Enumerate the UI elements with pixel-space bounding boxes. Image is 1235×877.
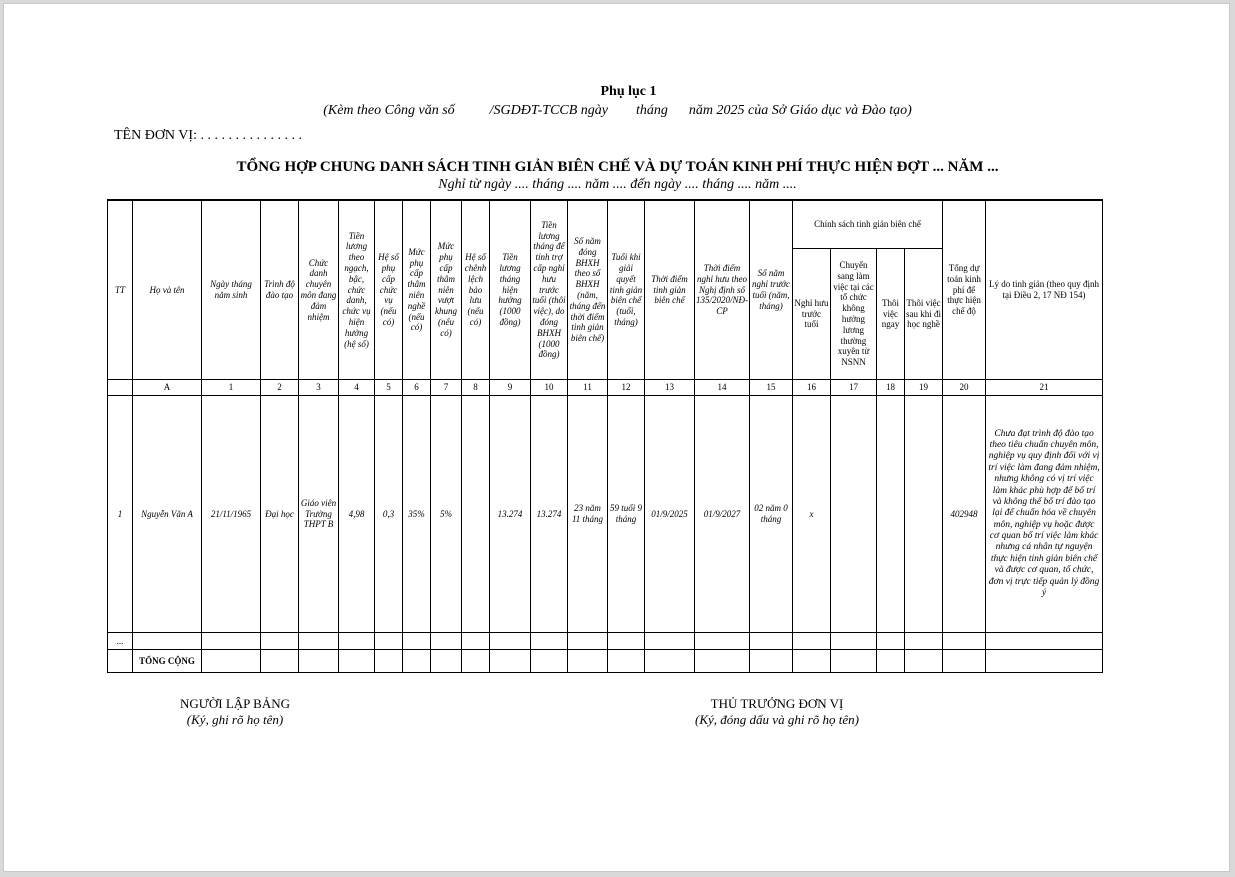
empty-cell <box>750 650 793 673</box>
empty-cell <box>831 633 877 650</box>
preparer-note: (Ký, ghi rõ họ tên) <box>186 712 284 727</box>
index-cell: 16 <box>793 380 831 396</box>
col-current-salary: Tiền lương tháng hiện hưởng (1000 đồng) <box>490 200 531 380</box>
ellipsis-row <box>108 633 1103 650</box>
index-cell: 21 <box>986 380 1103 396</box>
cell-date-cut: 01/9/2025 <box>645 396 695 633</box>
index-cell: 9 <box>490 380 531 396</box>
cell-policy-quit-training <box>905 396 943 633</box>
empty-cell <box>877 633 905 650</box>
col-policy-quit-training: Thôi việc sau khi đi học nghề <box>905 249 943 380</box>
index-cell: 11 <box>568 380 608 396</box>
empty-cell <box>695 633 750 650</box>
appendix-note: (Kèm theo Công văn số /SGDĐT-TCCB ngày tháng năm 2025 của Sở Giáo dục và Đào tạo) <box>323 103 912 118</box>
index-cell: 19 <box>905 380 943 396</box>
index-cell: 5 <box>375 380 403 396</box>
col-date-cut: Thời điểm tinh giản biên chế <box>645 200 695 380</box>
unit-name: TÊN ĐƠN VỊ: . . . . . . . . . . . . . . . <box>114 128 302 143</box>
empty-cell <box>299 633 339 650</box>
empty-cell <box>202 650 261 673</box>
cell-edu: Đại học <box>261 396 299 633</box>
index-cell: 8 <box>462 380 490 396</box>
total-row <box>108 650 1103 673</box>
empty-cell <box>462 633 490 650</box>
col-diff: Hệ số chênh lệch bảo lưu (nếu có) <box>462 200 490 380</box>
head-note: (Ký, đóng dấu và ghi rõ họ tên) <box>695 712 859 727</box>
empty-cell <box>108 650 133 673</box>
index-cell: 15 <box>750 380 793 396</box>
empty-cell <box>531 650 568 673</box>
cell-exceed-allow: 5% <box>431 396 462 633</box>
index-cell: 3 <box>299 380 339 396</box>
empty-cell <box>877 650 905 673</box>
index-cell: A <box>133 380 202 396</box>
cell-total-cost: 402948 <box>943 396 986 633</box>
col-name: Họ và tên <box>133 200 202 380</box>
empty-cell <box>375 633 403 650</box>
empty-cell <box>339 633 375 650</box>
empty-cell <box>490 633 531 650</box>
empty-cell <box>431 650 462 673</box>
col-occ-allow: Mức phụ cấp thâm niên nghề (nếu có) <box>403 200 431 380</box>
col-tt: TT <box>108 200 133 380</box>
index-cell: 17 <box>831 380 877 396</box>
empty-cell <box>645 633 695 650</box>
cell-retire-date: 01/9/2027 <box>695 396 750 633</box>
empty-cell <box>490 650 531 673</box>
cell-dob: 21/11/1965 <box>202 396 261 633</box>
empty-cell <box>986 650 1103 673</box>
index-cell: 6 <box>403 380 431 396</box>
col-exceed-allow: Mức phụ cấp thâm niên vượt khung (nếu có) <box>431 200 462 380</box>
cell-age: 59 tuổi 9 tháng <box>608 396 645 633</box>
empty-cell <box>608 650 645 673</box>
cell-position: Giáo viên Trường THPT B <box>299 396 339 633</box>
col-policy-transfer: Chuyển sang làm việc tại các tổ chức không hưởng lương thường xuyên từ NSNN <box>831 249 877 380</box>
cell-tt: 1 <box>108 396 133 633</box>
empty-cell <box>133 633 202 650</box>
col-years-early: Số năm nghỉ trước tuổi (năm, tháng) <box>750 200 793 380</box>
empty-cell <box>261 650 299 673</box>
empty-cell <box>403 650 431 673</box>
empty-cell <box>943 650 986 673</box>
col-position: Chức danh chuyên môn đang đảm nhiệm <box>299 200 339 380</box>
empty-cell <box>905 650 943 673</box>
preparer-title: NGƯỜI LẬP BẢNG <box>180 696 290 711</box>
cell-policy-quit <box>877 396 905 633</box>
empty-cell <box>793 633 831 650</box>
empty-cell <box>750 633 793 650</box>
index-cell: 1 <box>202 380 261 396</box>
empty-cell <box>645 650 695 673</box>
empty-cell <box>261 633 299 650</box>
cell-policy-transfer <box>831 396 877 633</box>
cell-diff <box>462 396 490 633</box>
col-dob: Ngày tháng năm sinh <box>202 200 261 380</box>
index-cell: 14 <box>695 380 750 396</box>
empty-cell <box>695 650 750 673</box>
empty-cell <box>431 633 462 650</box>
cell-salary: 4,98 <box>339 396 375 633</box>
index-cell: 10 <box>531 380 568 396</box>
cell-reason: Chưa đạt trình độ đào tạo theo tiêu chuẩn chuyên môn, nghiệp vụ quy định đối với vị trí việc làm đang đảm nhiệm, nhưng không có vị trí việc làm khác phù hợp để bố trí và không thể bố trí đào tạo lại để chuẩn hóa về chuyên môn, nghiệp vụ hoặc được cơ quan bố trí việc làm khác nhưng cá nhân tự nguyện thực hiện tinh giản biên chế và được cơ quan, tổ chức, đơn vị trực tiếp quản lý đồng ý <box>986 396 1103 633</box>
index-cell: 13 <box>645 380 695 396</box>
col-pos-allow: Hệ số phụ cấp chức vụ (nếu có) <box>375 200 403 380</box>
col-policy-quit: Thôi việc ngay <box>877 249 905 380</box>
cell-pos-allow: 0,3 <box>375 396 403 633</box>
col-policy-group: Chính sách tinh giản biên chế <box>793 200 943 249</box>
index-cell: 2 <box>261 380 299 396</box>
index-cell: 4 <box>339 380 375 396</box>
cell-years-early: 02 năm 0 tháng <box>750 396 793 633</box>
empty-cell <box>608 633 645 650</box>
document-subtitle: Nghỉ từ ngày .... tháng .... năm .... đến ngày .... tháng .... năm .... <box>438 177 797 192</box>
empty-cell <box>403 633 431 650</box>
index-cell: 12 <box>608 380 645 396</box>
empty-cell <box>339 650 375 673</box>
head-signature <box>677 696 877 728</box>
cell-ellipsis: ... <box>108 633 133 650</box>
empty-cell <box>531 633 568 650</box>
index-cell-tt <box>108 380 133 396</box>
cell-monthly-base: 13.274 <box>531 396 568 633</box>
index-cell: 7 <box>431 380 462 396</box>
empty-cell <box>568 650 608 673</box>
col-retire-date: Thời điểm nghỉ hưu theo Nghị định số 135/2020/NĐ-CP <box>695 200 750 380</box>
col-reason: Lý do tinh giản (theo quy định tại Điều 2, 17 NĐ 154) <box>986 200 1103 380</box>
appendix-label: Phụ lục 1 <box>600 84 657 99</box>
index-row <box>108 380 1103 396</box>
col-bhxh-years: Số năm đóng BHXH theo sổ BHXH (năm, tháng đến thời điểm tinh giản biên chế) <box>568 200 608 380</box>
total-label: TỔNG CỘNG <box>133 650 202 673</box>
col-policy-early: Nghỉ hưu trước tuổi <box>793 249 831 380</box>
cell-policy-early: x <box>793 396 831 633</box>
empty-cell <box>943 633 986 650</box>
empty-cell <box>831 650 877 673</box>
header-row-1 <box>108 200 1103 249</box>
index-cell: 18 <box>877 380 905 396</box>
table-row <box>108 396 1103 633</box>
col-salary: Tiền lương theo ngạch, bậc, chức danh, chức vụ hiện hưởng (hệ số) <box>339 200 375 380</box>
col-total-cost: Tổng dự toán kinh phí để thực hiện chế độ <box>943 200 986 380</box>
col-edu: Trình độ đào tạo <box>261 200 299 380</box>
col-age: Tuổi khi giải quyết tinh giản biên chế (tuổi, tháng) <box>608 200 645 380</box>
empty-cell <box>986 633 1103 650</box>
empty-cell <box>375 650 403 673</box>
col-monthly-base: Tiền lương tháng để tính trợ cấp nghỉ hưu trước tuổi (thôi việc), do đóng BHXH (1000 đồng) <box>531 200 568 380</box>
index-cell: 20 <box>943 380 986 396</box>
cell-name: Nguyễn Văn A <box>133 396 202 633</box>
empty-cell <box>568 633 608 650</box>
head-title: THỦ TRƯỞNG ĐƠN VỊ <box>710 696 844 711</box>
empty-cell <box>905 633 943 650</box>
cell-current-salary: 13.274 <box>490 396 531 633</box>
preparer-signature <box>168 696 302 728</box>
cell-bhxh-years: 23 năm 11 tháng <box>568 396 608 633</box>
document-title: TỔNG HỢP CHUNG DANH SÁCH TINH GIẢN BIÊN CHẾ VÀ DỰ TOÁN KINH PHÍ THỰC HIỆN ĐỢT ... NĂM ... <box>236 159 999 175</box>
empty-cell <box>793 650 831 673</box>
empty-cell <box>202 633 261 650</box>
cell-occ-allow: 35% <box>403 396 431 633</box>
empty-cell <box>462 650 490 673</box>
staff-reduction-table <box>107 199 1103 673</box>
empty-cell <box>299 650 339 673</box>
